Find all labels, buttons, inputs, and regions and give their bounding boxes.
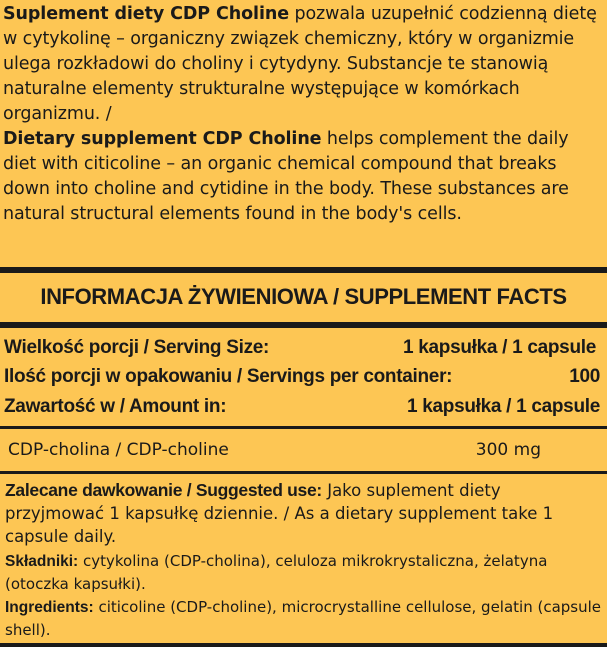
facts-row-value: 100 bbox=[569, 366, 600, 387]
facts-row-serving-size bbox=[4, 337, 600, 359]
description-pl-text: pozwala uzupełnić codzienną dietę w cytykolinę – organiczny związek chemiczny, który w organizmie ulega rozkładowi do choliny i cytydyny. Substancje te stanowią naturalne elementy strukturalne występujące w komórkach organizmu. / bbox=[3, 4, 597, 124]
suggested-use bbox=[5, 479, 603, 548]
ingredient-name: CDP-cholina / CDP-choline bbox=[8, 440, 229, 460]
product-description bbox=[3, 2, 603, 227]
description-polish bbox=[3, 2, 603, 127]
ingredients-pl-label: Składniki: bbox=[5, 553, 79, 570]
suggested-use-label: Zalecane dawkowanie / Suggested use: bbox=[5, 480, 322, 500]
facts-row-value: 1 kapsułka / 1 capsule bbox=[402, 337, 596, 358]
ingredients-pl-text: cytykolina (CDP-cholina), celuloza mikrokrystaliczna, żelatyna (otoczka kapsułki). bbox=[5, 552, 548, 593]
divider-ingredient bbox=[0, 471, 607, 474]
product-name-pl: Suplement diety CDP Choline bbox=[3, 4, 289, 24]
facts-heading: INFORMACJA ŻYWIENIOWA / SUPPLEMENT FACTS bbox=[40, 284, 567, 309]
ingredient-amount: 300 mg bbox=[475, 440, 541, 460]
description-english bbox=[3, 127, 603, 227]
suggested-use-text: Jako suplement diety przyjmować 1 kapsułkę dziennie. / As a dietary supplement take 1 capsule daily. bbox=[5, 481, 554, 546]
ingredients-polish bbox=[5, 550, 603, 595]
divider-facts bbox=[0, 426, 607, 429]
divider-heading bbox=[0, 322, 607, 328]
divider-bottom bbox=[0, 643, 607, 647]
facts-row-servings-per-container bbox=[4, 366, 600, 388]
facts-row-label: Zawartość w / Amount in: bbox=[4, 396, 227, 417]
facts-row-value: 1 kapsułka / 1 capsule bbox=[406, 396, 600, 417]
facts-row-label: Wielkość porcji / Serving Size: bbox=[4, 337, 270, 358]
facts-row-label: Ilość porcji w opakowaniu / Servings per container: bbox=[4, 366, 453, 387]
product-name-en: Dietary supplement CDP Choline bbox=[3, 129, 322, 149]
ingredients-english bbox=[5, 596, 603, 641]
ingredients-en-text: citicoline (CDP-choline), microcrystalline cellulose, gelatin (capsule shell). bbox=[5, 598, 602, 639]
divider-top bbox=[0, 267, 607, 273]
facts-row-amount-in bbox=[4, 396, 600, 418]
ingredients-en-label: Ingredients: bbox=[5, 599, 94, 616]
description-en-text: helps complement the daily diet with citicoline – an organic chemical compound that breaks down into choline and cytidine in the body. These substances are natural structural elements found in the body's cells. bbox=[3, 129, 569, 224]
